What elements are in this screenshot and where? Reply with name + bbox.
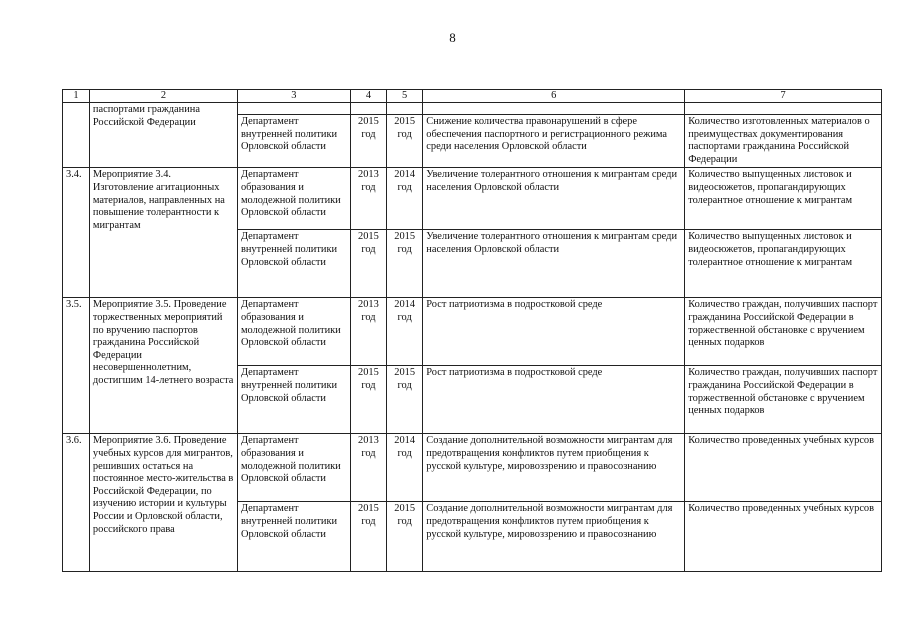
indicator-text: Количество изготовленных материалов о преимуществах документирования паспортами гражданина Российской Федерации [688,116,870,165]
page-number: 8 [449,30,456,45]
event-cell [89,298,237,434]
year-to-cell [387,434,423,502]
department-text: Департамент образования и молодежной политики Орловской области [240,435,341,485]
year-to-text: 2015 год [394,503,416,527]
year-from-text: 2015 год [358,116,379,140]
department-text: Департамент образования и молодежной политики Орловской области [240,299,341,349]
year-to-cell [387,103,423,115]
column-header: 2 [89,90,237,103]
department-cell [237,502,350,572]
year-from-text: 2015 год [358,503,379,527]
result-cell [423,434,685,502]
event-text: Мероприятие 3.6. Проведение учебных курсов для мигрантов, решивших остаться на постоянное место-жительства в Российской Федерации, по изучению истории и культуры России и Орловской области, российского права [92,435,234,535]
year-from-cell [350,502,386,572]
indicator-text: Количество выпущенных листовок и видеосюжетов, пропагандирующих толерантное отношение к мигрантам [688,231,853,268]
year-to-text: 2014 год [394,169,416,193]
result-cell [423,366,685,434]
department-cell [237,103,350,115]
event-cell [89,434,237,572]
indicator-text: Количество проведенных учебных курсов [688,503,875,515]
row-number-text: 3.6. [66,435,82,447]
year-from-text: 2013 год [358,435,379,459]
result-cell [423,168,685,230]
year-to-text: 2015 год [394,367,416,391]
indicator-cell [685,434,882,502]
year-from-text: 2013 год [358,299,379,323]
department-cell [237,168,350,230]
result-cell [423,230,685,298]
result-text: Увеличение толерантного отношения к мигрантам среди населения Орловской области [426,169,677,193]
row-number-cell [63,298,90,434]
event-text: паспортами гражданина Российской Федерации [92,104,200,128]
year-from-cell [350,168,386,230]
year-from-cell [350,366,386,434]
row-number-cell [63,434,90,572]
table-row [63,434,882,502]
year-from-cell [350,230,386,298]
year-to-cell [387,298,423,366]
department-text: Департамент внутренней политики Орловской области [240,116,338,153]
department-cell [237,366,350,434]
indicator-cell [685,298,882,366]
year-to-cell [387,115,423,168]
result-text: Снижение количества правонарушений в сфере обеспечения паспортного и регистрационного режима среди населения Орловской области [426,116,667,153]
year-to-cell [387,502,423,572]
indicator-cell [685,168,882,230]
column-header: 5 [387,90,423,103]
year-from-text: 2015 год [358,231,379,255]
column-header: 1 [63,90,90,103]
row-number-cell [63,103,90,168]
indicator-cell [685,115,882,168]
event-text: Мероприятие 3.5. Проведение торжественных мероприятий по вручению паспортов гражданина Российской Федерации несовершеннолетним, достигшим 14-летнего возраста [92,299,234,386]
year-to-cell [387,168,423,230]
indicator-cell [685,502,882,572]
row-number-text: 3.5. [66,299,82,311]
event-cell [89,103,237,168]
event-cell [89,168,237,298]
department-cell [237,230,350,298]
indicator-cell [685,230,882,298]
year-to-text: 2014 год [394,299,416,323]
department-text: Департамент внутренней политики Орловской области [240,231,338,268]
department-cell [237,298,350,366]
year-to-cell [387,230,423,298]
column-header: 7 [685,90,882,103]
table-header-row [63,90,882,103]
result-text: Создание дополнительной возможности мигрантам для предотвращения конфликтов путем приобщения к русской культуре, мировоззрению и правосознанию [426,435,673,472]
year-to-text: 2014 год [394,435,416,459]
result-cell [423,502,685,572]
year-from-cell [350,434,386,502]
indicator-cell [685,103,882,115]
indicator-text: Количество выпущенных листовок и видеосюжетов, пропагандирующих толерантное отношение к мигрантам [688,169,853,206]
year-from-text: 2013 год [358,169,379,193]
department-cell [237,434,350,502]
department-text: Департамент внутренней политики Орловской области [240,367,338,404]
result-text: Рост патриотизма в подростковой среде [426,367,603,379]
row-number-cell [63,168,90,298]
column-header: 4 [350,90,386,103]
result-text: Увеличение толерантного отношения к мигрантам среди населения Орловской области [426,231,677,255]
year-from-cell [350,298,386,366]
year-to-text: 2015 год [394,116,416,140]
indicator-text: Количество проведенных учебных курсов [688,435,875,447]
year-to-text: 2015 год [394,231,416,255]
table-row [63,168,882,230]
result-text: Рост патриотизма в подростковой среде [426,299,603,311]
event-text: Мероприятие 3.4. Изготовление агитационных материалов, направленных на повышение толерантности к мигрантам [92,169,225,231]
column-header: 6 [423,90,685,103]
department-text: Департамент внутренней политики Орловской области [240,503,338,540]
result-cell [423,115,685,168]
year-from-cell [350,115,386,168]
year-to-cell [387,366,423,434]
year-from-cell [350,103,386,115]
result-text: Создание дополнительной возможности мигрантам для предотвращения конфликтов путем приобщения к русской культуре, мировоззрению и правосознанию [426,503,673,540]
department-cell [237,115,350,168]
indicator-text: Количество граждан, получивших паспорт гражданина Российской Федерации в торжественной обстановке с вручением ценных подарков [688,367,878,417]
result-cell [423,103,685,115]
indicator-text: Количество граждан, получивших паспорт гражданина Российской Федерации в торжественной обстановке с вручением ценных подарков [688,299,878,349]
result-cell [423,298,685,366]
column-header: 3 [237,90,350,103]
table-row [63,298,882,366]
indicator-cell [685,366,882,434]
measures-table [62,89,882,572]
department-text: Департамент образования и молодежной политики Орловской области [240,169,341,219]
table-row [63,103,882,115]
year-from-text: 2015 год [358,367,379,391]
row-number-text: 3.4. [66,169,82,181]
